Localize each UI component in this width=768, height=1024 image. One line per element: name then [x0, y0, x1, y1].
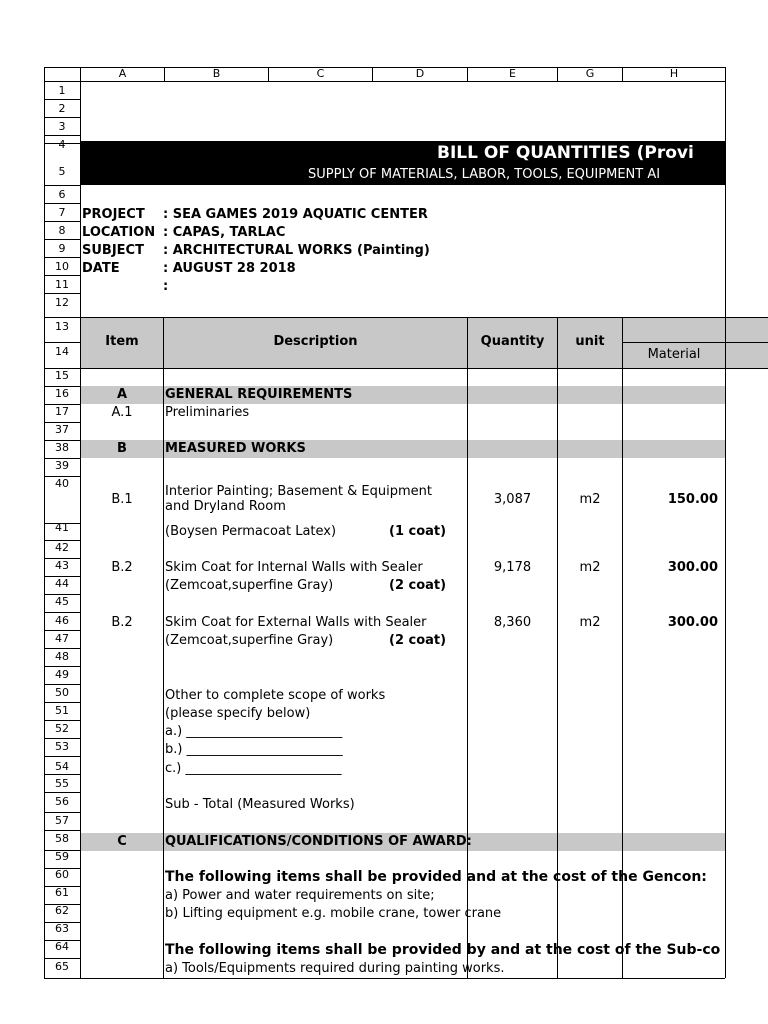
- column-header-h[interactable]: H: [669, 67, 679, 80]
- row-header[interactable]: 13: [55, 320, 69, 333]
- row-header[interactable]: 9: [58, 242, 66, 255]
- others-blank-b: b.) ________________________: [165, 742, 343, 757]
- row-header[interactable]: 38: [55, 441, 69, 454]
- item-unit: m2: [579, 560, 601, 575]
- column-header-g[interactable]: G: [585, 67, 595, 80]
- row-header[interactable]: 8: [58, 224, 66, 237]
- item-quantity: 3,087: [493, 492, 532, 507]
- section-b-code: B: [117, 441, 127, 456]
- item-description: Skim Coat for Internal Walls with Sealer: [165, 560, 423, 575]
- others-blank-c: c.) ________________________: [165, 761, 342, 776]
- item-code: B.2: [111, 560, 133, 575]
- item-note: (Zemcoat,superfine Gray): [165, 578, 334, 593]
- row-header[interactable]: 39: [55, 459, 69, 472]
- item-material-rate: 300.00: [667, 560, 718, 575]
- row-header[interactable]: 16: [55, 387, 69, 400]
- header-quantity: Quantity: [480, 334, 545, 349]
- row-header[interactable]: 44: [55, 577, 69, 590]
- subtotal-label: Sub - Total (Measured Works): [165, 797, 355, 812]
- item-note: (Zemcoat,superfine Gray): [165, 633, 334, 648]
- item-note: (Boysen Permacoat Latex): [165, 524, 337, 539]
- row-header[interactable]: 48: [55, 650, 69, 663]
- row-header[interactable]: 59: [55, 850, 69, 863]
- subject-label: SUBJECT: [82, 243, 144, 258]
- section-a-title: GENERAL REQUIREMENTS: [165, 387, 353, 402]
- section-a-code: A: [116, 387, 128, 402]
- section-b-title: MEASURED WORKS: [165, 441, 306, 456]
- column-header-a[interactable]: A: [118, 67, 127, 80]
- row-header[interactable]: 53: [55, 740, 69, 753]
- gencon-heading: The following items shall be provided and at the cost of the Gencon:: [165, 869, 707, 885]
- row-header[interactable]: 5: [58, 165, 66, 178]
- item-material-rate: 300.00: [667, 615, 718, 630]
- date-value: : AUGUST 28 2018: [163, 261, 296, 276]
- item-code: B.1: [111, 492, 133, 507]
- page-title: BILL OF QUANTITIES (Provi: [437, 143, 694, 163]
- row-header[interactable]: 49: [55, 668, 69, 681]
- subcon-item: a) Tools/Equipments required during painting works.: [165, 961, 505, 976]
- row-header[interactable]: 3: [58, 120, 66, 133]
- date-label: DATE: [82, 261, 120, 276]
- row-header[interactable]: 17: [55, 405, 69, 418]
- row-header[interactable]: 52: [55, 722, 69, 735]
- row-header[interactable]: 65: [55, 960, 69, 973]
- header-material: Material: [647, 347, 701, 362]
- row-header[interactable]: 15: [55, 369, 69, 382]
- item-unit: m2: [579, 492, 601, 507]
- row-header[interactable]: 47: [55, 632, 69, 645]
- header-description: Description: [273, 334, 358, 349]
- row-header[interactable]: 10: [55, 260, 69, 273]
- row-header[interactable]: 6: [58, 188, 66, 201]
- row-header[interactable]: 55: [55, 777, 69, 790]
- row-header[interactable]: 2: [58, 102, 66, 115]
- header-unit: unit: [575, 334, 605, 349]
- page-subtitle: SUPPLY OF MATERIALS, LABOR, TOOLS, EQUIPMENT AI: [308, 167, 661, 182]
- column-header-e[interactable]: E: [509, 67, 516, 80]
- row-header[interactable]: 51: [55, 704, 69, 717]
- column-header-b[interactable]: B: [212, 67, 221, 80]
- item-a1-desc: Preliminaries: [165, 405, 250, 420]
- item-quantity: 8,360: [493, 615, 532, 630]
- row-header[interactable]: 42: [55, 541, 69, 554]
- item-description: Skim Coat for External Walls with Sealer: [165, 615, 427, 630]
- row-header[interactable]: 64: [55, 940, 69, 953]
- row-header[interactable]: 7: [58, 206, 66, 219]
- row-header[interactable]: 45: [55, 595, 69, 608]
- gencon-item: a) Power and water requirements on site;: [165, 888, 435, 903]
- item-quantity: 9,178: [493, 560, 532, 575]
- item-coat: (2 coat): [389, 578, 447, 593]
- subject-value: : ARCHITECTURAL WORKS (Painting): [163, 243, 430, 258]
- section-c-title: QUALIFICATIONS/CONDITIONS OF AWARD:: [165, 834, 472, 849]
- row-header[interactable]: 62: [55, 904, 69, 917]
- gencon-item: b) Lifting equipment e.g. mobile crane, tower crane: [165, 906, 502, 921]
- item-description-cont: and Dryland Room: [165, 499, 286, 514]
- row-header[interactable]: 54: [55, 760, 69, 773]
- column-header-c[interactable]: C: [316, 67, 325, 80]
- row-header[interactable]: 41: [55, 521, 69, 534]
- row-header[interactable]: 43: [55, 559, 69, 572]
- project-label: PROJECT: [82, 207, 145, 222]
- header-item: Item: [105, 334, 139, 349]
- row-header[interactable]: 14: [55, 345, 69, 358]
- item-coat: (2 coat): [389, 633, 447, 648]
- column-header-d[interactable]: D: [415, 67, 425, 80]
- subcon-heading: The following items shall be provided by and at the cost of the Sub-co: [165, 942, 721, 958]
- item-material-rate: 150.00: [667, 492, 718, 507]
- row-header[interactable]: 4: [58, 138, 66, 151]
- others-line: Other to complete scope of works: [165, 688, 386, 703]
- row-header[interactable]: 63: [55, 922, 69, 935]
- row-header[interactable]: 57: [55, 814, 69, 827]
- location-label: LOCATION: [82, 225, 156, 240]
- item-coat: (1 coat): [389, 524, 447, 539]
- row-header[interactable]: 50: [55, 686, 69, 699]
- row-header[interactable]: 46: [55, 614, 69, 627]
- row-header[interactable]: 56: [55, 795, 69, 808]
- item-code: B.2: [111, 615, 133, 630]
- row-header[interactable]: 11: [55, 278, 69, 291]
- item-a1-code: A.1: [111, 405, 133, 420]
- item-unit: m2: [579, 615, 601, 630]
- row-header[interactable]: 1: [58, 84, 66, 97]
- extra-value: :: [163, 279, 169, 294]
- row-header[interactable]: 61: [55, 886, 69, 899]
- project-value: : SEA GAMES 2019 AQUATIC CENTER: [163, 207, 428, 222]
- row-header[interactable]: 58: [55, 832, 69, 845]
- item-description: Interior Painting; Basement & Equipment: [165, 484, 432, 499]
- row-header[interactable]: 60: [55, 868, 69, 881]
- section-c-code: C: [117, 834, 127, 849]
- row-header[interactable]: 12: [55, 296, 69, 309]
- others-blank-a: a.) ________________________: [165, 724, 343, 739]
- row-header[interactable]: 40: [55, 477, 69, 490]
- row-header[interactable]: 37: [55, 423, 69, 436]
- others-line: (please specify below): [165, 706, 311, 721]
- location-value: : CAPAS, TARLAC: [163, 225, 286, 240]
